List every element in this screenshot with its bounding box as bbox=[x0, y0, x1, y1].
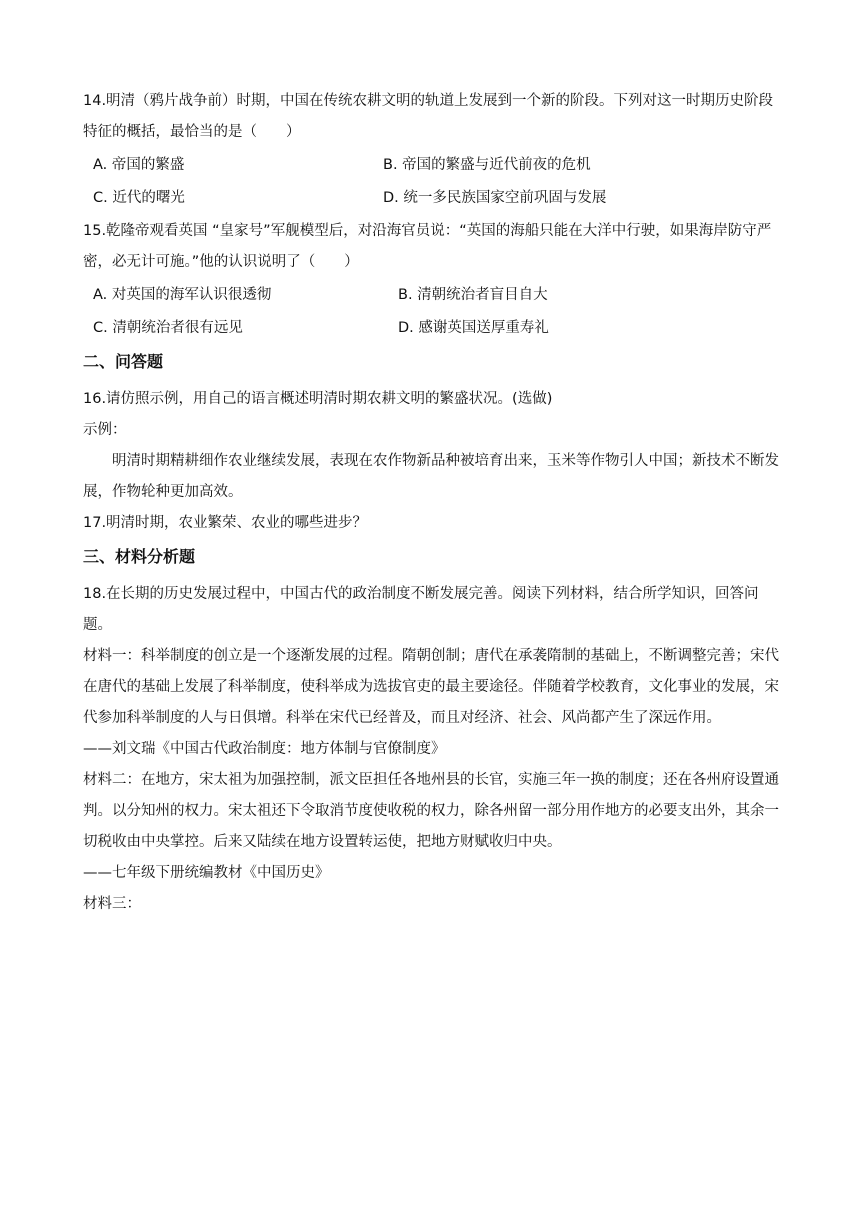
question-14-stem: 14.明清（鸦片战争前）时期，中国在传统农耕文明的轨道上发展到一个新的阶段。下列对这一时期历史阶段特征的概括，最恰当的是（ ） bbox=[83, 93, 774, 140]
question-18-stem: 18.在长期的历史发展过程中，中国古代的政治制度不断发展完善。阅读下列材料，结合所学知识，回答问题。 bbox=[83, 586, 759, 633]
question-15-option-d: D. 感谢英国送厚重寿礼 bbox=[398, 320, 549, 336]
question-16 bbox=[83, 384, 783, 508]
question-16-example-text: 明清时期精耕细作农业继续发展，表现在农作物新品种被培育出来，玉米等作物引人中国；新技术不断发展，作物轮种更加高效。 bbox=[83, 453, 779, 500]
section-2-heading: 二、问答题 bbox=[83, 352, 164, 371]
question-15-stem: 15.乾隆帝观看英国 “皇家号”军舰模型后，对沿海官员说：“英国的海船只能在大洋中行驶，如果海岸防守严密，必无计可施。”他的认识说明了（ ） bbox=[83, 223, 772, 270]
material-1-source: ——刘文瑞《中国古代政治制度：地方体制与官僚制度》 bbox=[83, 741, 446, 757]
question-17 bbox=[83, 508, 783, 539]
question-14-option-b: B. 帝国的繁盛与近代前夜的危机 bbox=[383, 157, 591, 173]
material-1: 材料一：科举制度的创立是一个逐渐发展的过程。隋朝创制；唐代在承袭隋制的基础上，不断调整完善；宋代在唐代的基础上发展了科举制度，使科举成为选拔官吏的最主要途径。伴随着学校教育，文化事业的发展，宋代参加科举制度的人与日俱增。科举在宋代已经普及，而且对经济、社会、风尚都产生了深远作用。 bbox=[83, 648, 779, 726]
question-18 bbox=[83, 579, 783, 920]
material-2-source: ——七年级下册统编教材《中国历史》 bbox=[83, 865, 330, 881]
question-17-stem: 17.明清时期，农业繁荣、农业的哪些进步？ bbox=[83, 515, 368, 531]
question-16-stem: 16.请仿照示例，用自己的语言概述明清时期农耕文明的繁盛状况。(选做) bbox=[83, 391, 553, 407]
material-2: 材料二：在地方，宋太祖为加强控制，派文臣担任各地州县的长官，实施三年一换的制度；还在各州府设置通判。以分知州的权力。宋太祖还下令取消节度使收税的权力，除各州留一部分用作地方的必要支出外，其余一切税收由中央掌控。后来又陆续在地方设置转运使，把地方财赋收归中央。 bbox=[83, 772, 779, 850]
question-14-options-row-1 bbox=[83, 150, 783, 181]
question-14-option-c: C. 近代的曙光 bbox=[93, 190, 185, 206]
question-15-option-c: C. 清朝统治者很有远见 bbox=[93, 320, 243, 336]
document-content bbox=[83, 86, 783, 920]
question-14-options-row-2 bbox=[83, 183, 783, 214]
question-15 bbox=[83, 216, 783, 344]
question-16-example-label: 示例： bbox=[83, 422, 127, 438]
material-3-label: 材料三： bbox=[83, 896, 141, 912]
question-15-option-b: B. 清朝统治者盲目自大 bbox=[398, 287, 548, 303]
question-14-option-d: D. 统一多民族国家空前巩固与发展 bbox=[383, 190, 607, 206]
question-15-options-row-1 bbox=[83, 280, 783, 311]
question-14 bbox=[83, 86, 783, 214]
question-15-options-row-2 bbox=[83, 313, 783, 344]
question-14-option-a: A. 帝国的繁盛 bbox=[93, 157, 185, 173]
question-15-option-a: A. 对英国的海军认识很透彻 bbox=[93, 287, 272, 303]
section-3-heading: 三、材料分析题 bbox=[83, 547, 196, 566]
